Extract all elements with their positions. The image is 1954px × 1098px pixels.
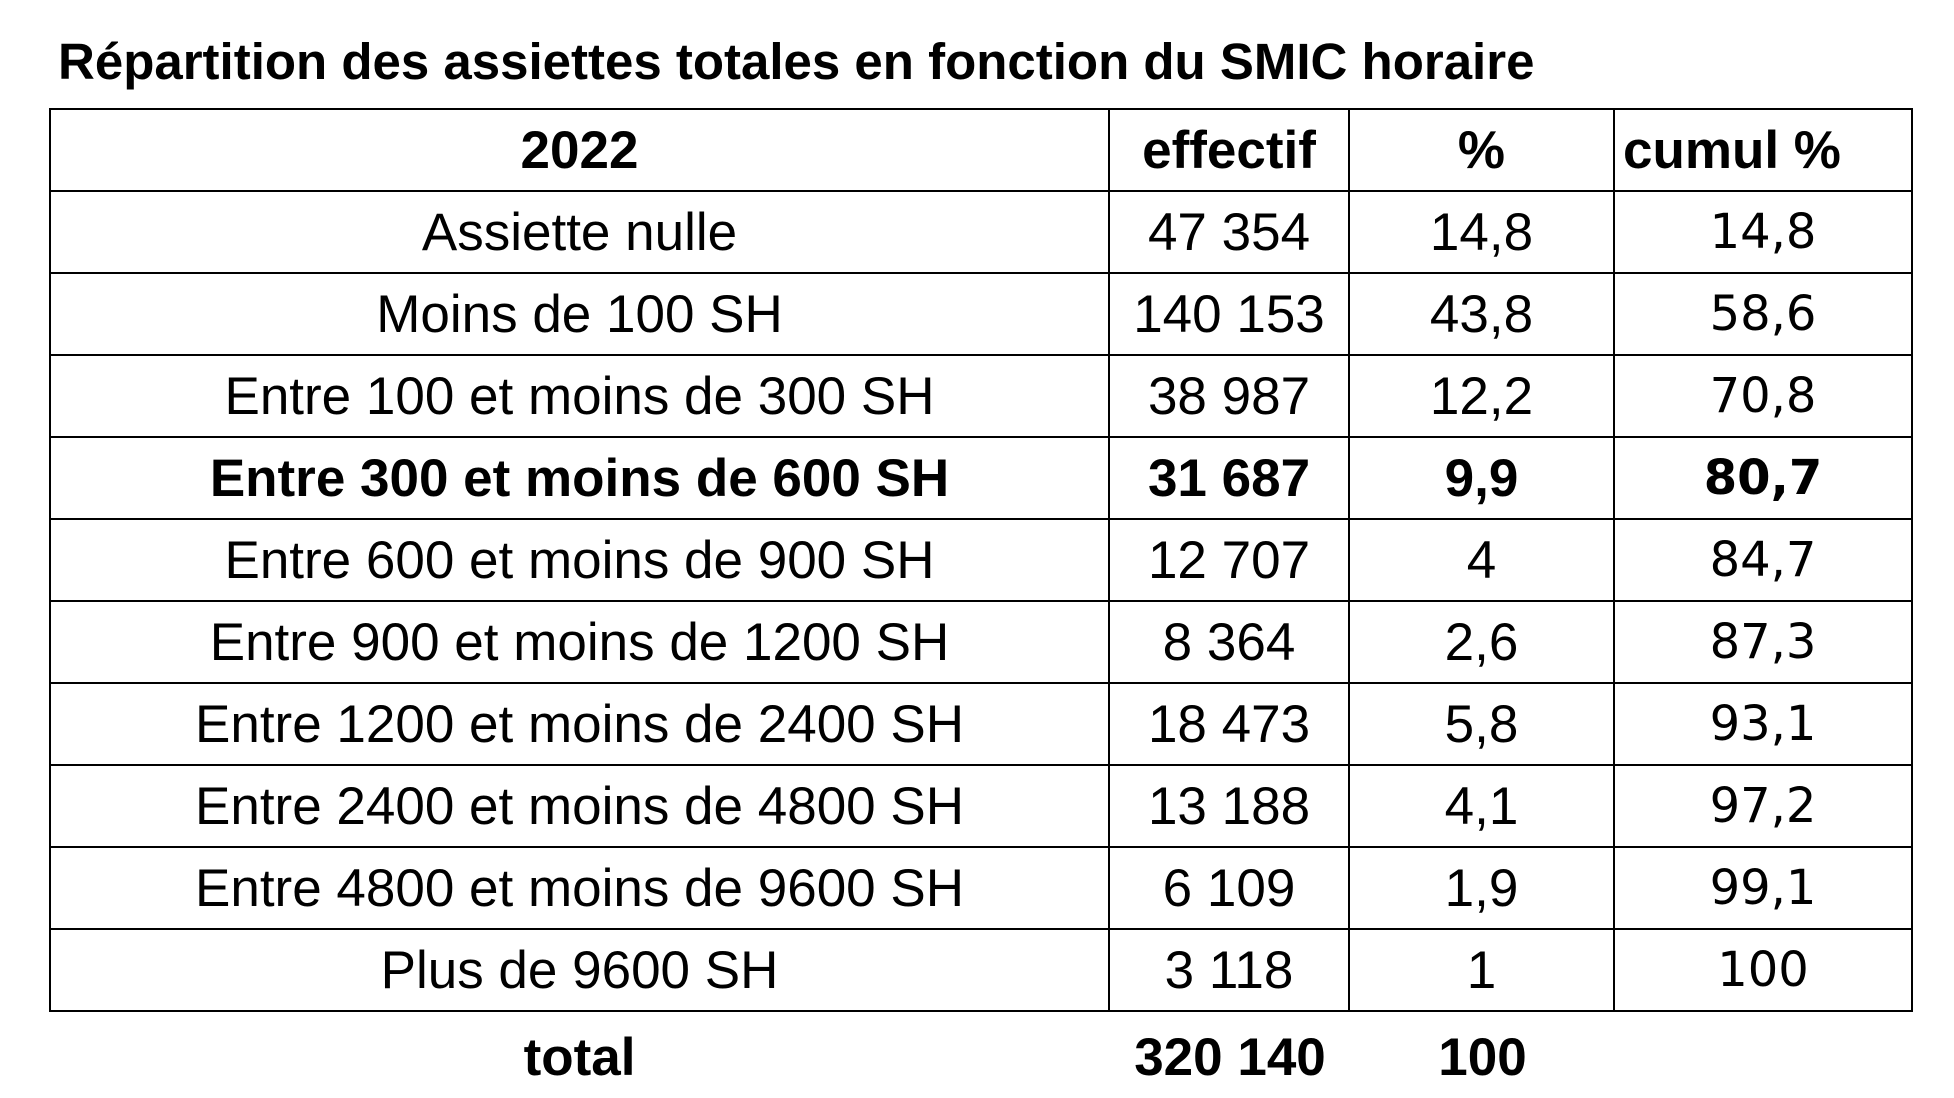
table-row [50,683,1912,765]
row-effectif: 38 987 [1109,355,1349,437]
row-cumul: 97,2 [1614,765,1912,847]
table-row [50,765,1912,847]
table-title: Répartition des assiettes totales en fonction du SMIC horaire [58,33,1535,90]
row-label: Entre 300 et moins de 600 SH [50,437,1109,519]
row-cumul: 84,7 [1614,519,1912,601]
table-row [50,519,1912,601]
row-percent: 5,8 [1349,683,1614,765]
row-effectif: 12 707 [1109,519,1349,601]
total-effectif: 320 140 [1134,1028,1326,1087]
row-label: Entre 900 et moins de 1200 SH [50,601,1109,683]
row-effectif: 18 473 [1109,683,1349,765]
total-label: total [523,1028,636,1087]
row-label: Moins de 100 SH [50,273,1109,355]
table-row-highlighted [50,437,1912,519]
row-cumul: 14,8 [1614,191,1912,273]
year-header: 2022 [50,109,1109,191]
row-cumul: 100 [1614,929,1912,1011]
row-label: Entre 4800 et moins de 9600 SH [50,847,1109,929]
row-percent: 4 [1349,519,1614,601]
row-label: Assiette nulle [50,191,1109,273]
row-label: Entre 2400 et moins de 4800 SH [50,765,1109,847]
row-label: Entre 100 et moins de 300 SH [50,355,1109,437]
table-row [50,191,1912,273]
row-label: Plus de 9600 SH [50,929,1109,1011]
header-row [50,109,1912,191]
table-row [50,355,1912,437]
percent-header: % [1349,109,1614,191]
effectif-header: effectif [1109,109,1349,191]
row-percent: 12,2 [1349,355,1614,437]
row-effectif: 31 687 [1109,437,1349,519]
row-percent: 43,8 [1349,273,1614,355]
row-percent: 9,9 [1349,437,1614,519]
row-percent: 4,1 [1349,765,1614,847]
total-percent: 100 [1438,1028,1527,1087]
row-cumul: 99,1 [1614,847,1912,929]
row-effectif: 3 118 [1109,929,1349,1011]
row-effectif: 8 364 [1109,601,1349,683]
row-percent: 1,9 [1349,847,1614,929]
row-effectif: 13 188 [1109,765,1349,847]
row-effectif: 6 109 [1109,847,1349,929]
table-row [50,847,1912,929]
row-effectif: 140 153 [1109,273,1349,355]
row-cumul: 93,1 [1614,683,1912,765]
row-percent: 14,8 [1349,191,1614,273]
row-effectif: 47 354 [1109,191,1349,273]
row-cumul: 58,6 [1614,273,1912,355]
row-label: Entre 1200 et moins de 2400 SH [50,683,1109,765]
assiettes-table [49,108,1913,1012]
row-cumul: 87,3 [1614,601,1912,683]
row-percent: 2,6 [1349,601,1614,683]
row-cumul: 80,7 [1614,437,1912,519]
table-row [50,601,1912,683]
table-row [50,929,1912,1011]
row-percent: 1 [1349,929,1614,1011]
cumul-header: cumul % [1614,109,1912,191]
row-cumul: 70,8 [1614,355,1912,437]
table-row [50,273,1912,355]
row-label: Entre 600 et moins de 900 SH [50,519,1109,601]
